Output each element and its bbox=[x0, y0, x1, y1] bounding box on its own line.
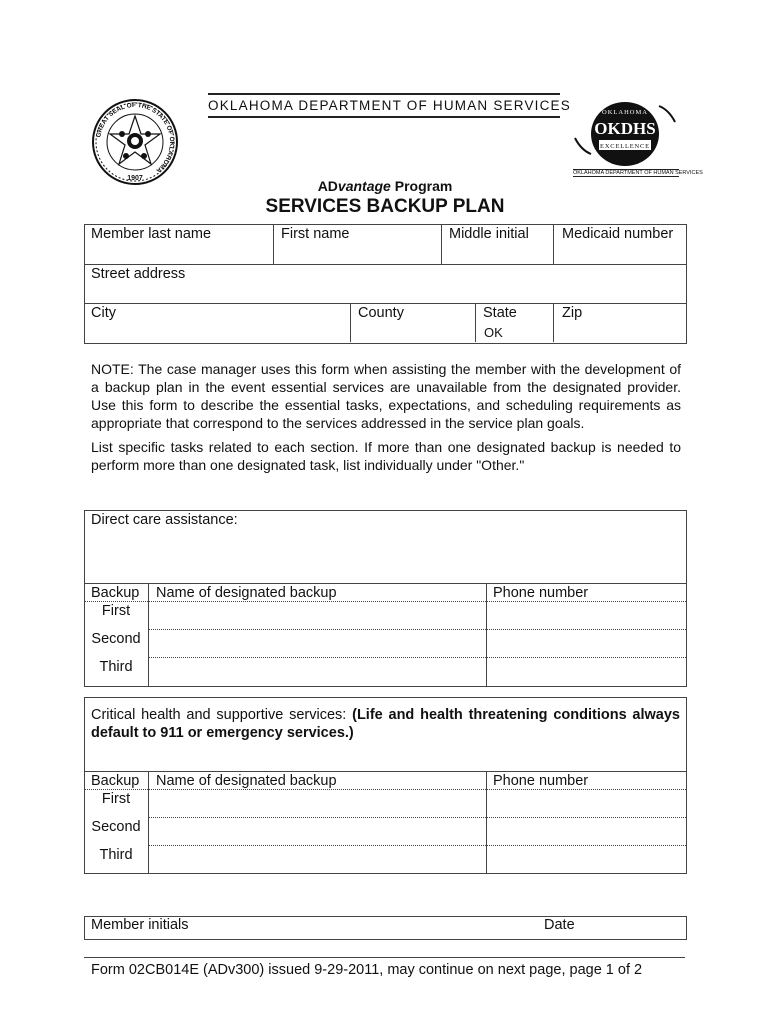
s1-first-name-input[interactable] bbox=[149, 602, 485, 629]
county-field[interactable]: County bbox=[358, 305, 404, 321]
date-field[interactable]: Date bbox=[544, 917, 575, 933]
state-seal bbox=[91, 98, 179, 186]
agency-rule-bottom bbox=[208, 116, 560, 118]
instructions-note bbox=[91, 360, 681, 480]
s1-row-first: First bbox=[101, 603, 131, 619]
critical-health-warning: (Life and health threatening conditions always default to 911 or emergency services.) bbox=[91, 707, 680, 741]
s1-name-header: Name of designated backup bbox=[156, 585, 337, 601]
note-paragraph-2: List specific tasks related to each section. If more than one designated backup is needed to perform more than one designated task, list individually under "Other." bbox=[91, 439, 681, 473]
s1-phone-header: Phone number bbox=[493, 585, 589, 601]
form-title: SERVICES BACKUP PLAN bbox=[265, 196, 505, 217]
medicaid-number-field[interactable]: Medicaid number bbox=[562, 226, 674, 242]
state-label: State bbox=[483, 305, 517, 321]
s1-row-third: Third bbox=[99, 659, 133, 675]
agency-header bbox=[208, 93, 571, 118]
seal-year: 1907 bbox=[127, 175, 143, 182]
logo-caption: OKLAHOMA DEPARTMENT OF HUMAN SERVICES bbox=[573, 170, 703, 176]
note-paragraph-1: NOTE: The case manager uses this form when assisting the member with the development of a backup plan in the event essential services are unavailable from the designated provider. Use this form to describe the essential tasks, expectations, and scheduling requirements as appropriate that correspond to the services addressed in the service plan goals. bbox=[91, 361, 681, 431]
seal-arc-text: GREAT SEAL OF THE STATE OF OKLAHOMA bbox=[95, 101, 176, 174]
s2-first-phone-input[interactable] bbox=[487, 790, 685, 817]
s1-backup-header: Backup bbox=[91, 585, 140, 601]
s2-second-phone-input[interactable] bbox=[487, 818, 685, 845]
s2-row-first: First bbox=[101, 791, 131, 807]
s2-backup-header: Backup bbox=[91, 773, 140, 789]
member-last-name-field[interactable]: Member last name bbox=[91, 226, 212, 242]
logo-main-text: OKDHS bbox=[594, 119, 656, 138]
first-name-field[interactable]: First name bbox=[281, 226, 350, 242]
s2-row-third: Third bbox=[99, 847, 133, 863]
s2-third-phone-input[interactable] bbox=[487, 846, 685, 872]
middle-initial-field[interactable]: Middle initial bbox=[449, 226, 529, 242]
critical-health-label: Critical health and supportive services: (Life and health threatening conditions always default to 911 or emergency services.) bbox=[91, 707, 680, 741]
footer-rule bbox=[84, 957, 685, 958]
s2-name-header: Name of designated backup bbox=[156, 773, 337, 789]
street-address-field[interactable]: Street address bbox=[91, 266, 186, 282]
member-initials-field[interactable]: Member initials bbox=[91, 917, 189, 933]
s2-third-name-input[interactable] bbox=[149, 846, 485, 872]
direct-care-label: Direct care assistance: bbox=[91, 512, 238, 528]
program-name: ADvantage Program bbox=[317, 178, 453, 194]
logo-top-text: OKLAHOMA bbox=[602, 109, 648, 116]
logo-bottom-text: EXCELLENCE bbox=[600, 143, 650, 150]
zip-field[interactable]: Zip bbox=[562, 305, 583, 321]
s1-third-name-input[interactable] bbox=[149, 658, 485, 685]
state-value: OK bbox=[484, 325, 503, 340]
s1-third-phone-input[interactable] bbox=[487, 658, 685, 685]
s1-second-name-input[interactable] bbox=[149, 630, 485, 657]
form-footer: Form 02CB014E (ADv300) issued 9-29-2011, may continue on next page, page 1 of 2 bbox=[91, 962, 643, 978]
okdhs-logo bbox=[573, 98, 703, 180]
city-field[interactable]: City bbox=[91, 305, 116, 321]
s2-first-name-input[interactable] bbox=[149, 790, 485, 817]
s2-row-second: Second bbox=[91, 819, 141, 835]
agency-name: OKLAHOMA DEPARTMENT OF HUMAN SERVICES bbox=[208, 98, 571, 113]
s1-second-phone-input[interactable] bbox=[487, 630, 685, 657]
s1-row-second: Second bbox=[91, 631, 141, 647]
s2-phone-header: Phone number bbox=[493, 773, 589, 789]
s1-first-phone-input[interactable] bbox=[487, 602, 685, 629]
s2-second-name-input[interactable] bbox=[149, 818, 485, 845]
member-info-box bbox=[84, 224, 687, 344]
